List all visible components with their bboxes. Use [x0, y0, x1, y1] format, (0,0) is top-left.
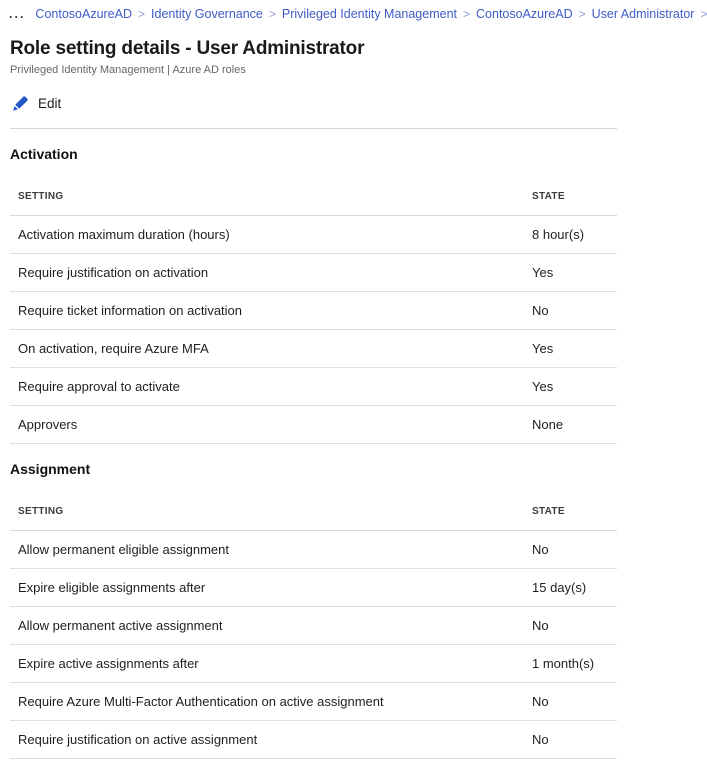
setting-state-value: No: [532, 303, 549, 318]
setting-label: Approvers: [18, 417, 78, 432]
table-row: [10, 368, 617, 406]
chevron-right-icon: >: [578, 7, 586, 21]
setting-label: Require ticket information on activation: [18, 303, 243, 318]
table-row: [10, 254, 617, 292]
breadcrumb-item-identity-governance[interactable]: Identity Governance: [151, 7, 263, 21]
setting-state-value: No: [532, 542, 549, 557]
column-header-setting: SETTING: [18, 191, 64, 202]
chevron-right-icon: >: [463, 7, 471, 21]
table-header-row: [10, 488, 617, 531]
setting-state-value: Yes: [532, 341, 554, 356]
breadcrumb-item-user-administrator[interactable]: User Administrator: [591, 7, 695, 21]
setting-state-value: No: [532, 618, 549, 633]
setting-label: Require approval to activate: [18, 379, 180, 394]
setting-state-value: 15 day(s): [532, 580, 587, 595]
section-title-activation: Activation: [10, 146, 78, 162]
setting-label: Require justification on activation: [18, 265, 209, 280]
table-row: [10, 531, 617, 569]
table-row: [10, 683, 617, 721]
chevron-right-icon: >: [268, 7, 276, 21]
setting-state-value: Yes: [532, 379, 554, 394]
table-row: [10, 216, 617, 254]
setting-state-value: 8 hour(s): [532, 227, 585, 242]
toolbar-divider: [10, 128, 617, 129]
setting-state-value: Yes: [532, 265, 554, 280]
table-row: [10, 721, 617, 759]
table-row: [10, 330, 617, 368]
edit-button-label: Edit: [38, 96, 62, 111]
table-row: [10, 292, 617, 330]
breadcrumb: [0, 0, 707, 21]
column-header-setting: SETTING: [18, 506, 64, 517]
chevron-right-icon: >: [700, 7, 707, 21]
setting-state-value: No: [532, 732, 549, 747]
setting-state-value: No: [532, 694, 549, 709]
setting-label: Require justification on active assignment: [18, 732, 258, 747]
setting-state-value: 1 month(s): [532, 656, 595, 671]
pencil-icon: [12, 95, 29, 112]
page-title: Role setting details - User Administrator: [10, 38, 365, 59]
setting-label: Allow permanent active assignment: [18, 618, 223, 633]
setting-label: Allow permanent eligible assignment: [18, 542, 230, 557]
assignment-section: [10, 461, 617, 759]
toolbar: [12, 93, 684, 117]
column-header-state: STATE: [532, 191, 565, 202]
table-row: [10, 406, 617, 444]
setting-state-value: None: [532, 417, 564, 432]
table-header-row: [10, 173, 617, 216]
page-subtitle: Privileged Identity Management | Azure AD roles: [10, 64, 246, 76]
breadcrumb-item-contosoazuread-2[interactable]: ContosoAzureAD: [476, 7, 573, 21]
setting-label: On activation, require Azure MFA: [18, 341, 209, 356]
column-header-state: STATE: [532, 506, 565, 517]
activation-settings-table: [10, 173, 617, 444]
table-row: [10, 569, 617, 607]
breadcrumb-item-contosoazuread[interactable]: ContosoAzureAD: [35, 7, 132, 21]
activation-section: [10, 146, 617, 444]
setting-label: Activation maximum duration (hours): [18, 227, 230, 242]
section-title-assignment: Assignment: [10, 461, 91, 477]
breadcrumb-item-privileged-identity-management[interactable]: Privileged Identity Management: [281, 7, 458, 21]
table-row: [10, 645, 617, 683]
assignment-settings-table: [10, 488, 617, 759]
chevron-right-icon: >: [138, 7, 146, 21]
table-row: [10, 607, 617, 645]
setting-label: Expire active assignments after: [18, 656, 199, 671]
setting-label: Require Azure Multi-Factor Authentication on active assignment: [18, 694, 384, 709]
breadcrumb-overflow-button[interactable]: ...: [9, 7, 26, 21]
edit-button[interactable]: [12, 93, 65, 114]
setting-label: Expire eligible assignments after: [18, 580, 206, 595]
